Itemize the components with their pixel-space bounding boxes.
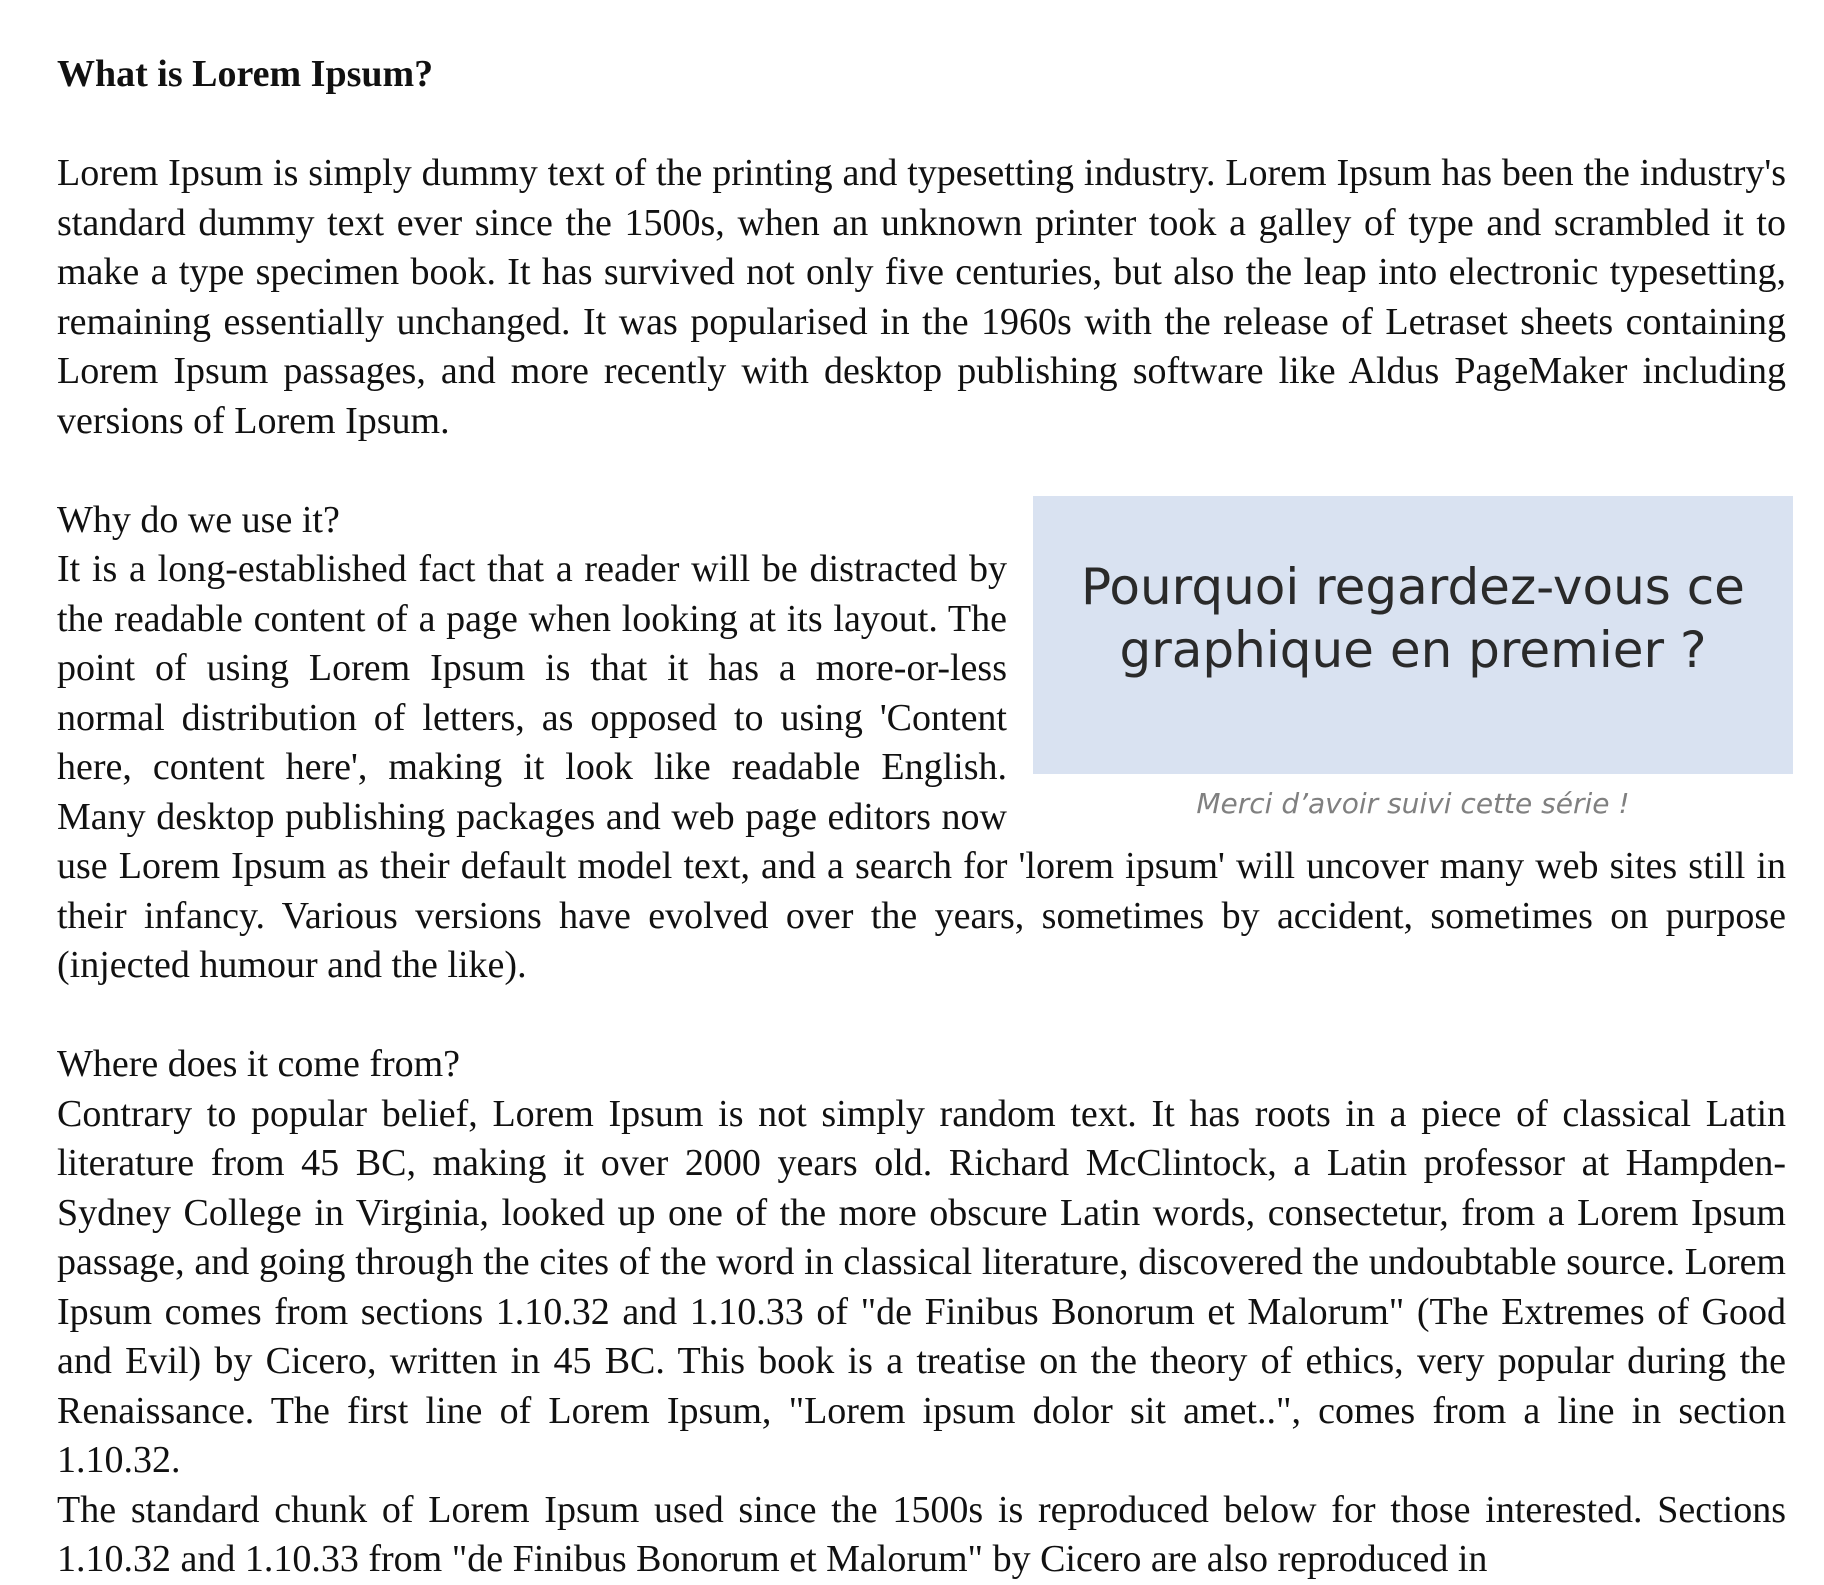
figure-callout [1033,496,1793,822]
where-heading: Where does it come from? [57,1043,461,1085]
why-heading: Why do we use it? [57,498,340,541]
where-paragraph: Contrary to popular belief, Lorem Ipsum is not simply random text. It has roots in a piece of classical Latin literature from 45 BC, making it over 2000 years old. Richard McClintock, a Latin professor at Hampden-Sydney College in Virginia, looked up one of the more obscure Latin words, consectetur, from a Lorem Ipsum passage, and going through the cites of the word in classical literature, discovered the undoubtable source. Lorem Ipsum comes from sections 1.10.32 and 1.10.33 of "de Finibus Bonorum et Malorum" (The Extremes of Good and Evil) by Cicero, written in 45 BC. This book is a treatise on the theory of ethics, very popular during the Renaissance. The first line of Lorem Ipsum, "Lorem ipsum dolor sit amet..", comes from a line in section 1.10.32. [57,1092,1786,1481]
figure-caption: Merci d’avoir suivi cette série ! [1196,786,1630,820]
figure-text: Pourquoi regardez-vous ce graphique en premier ? [1081,557,1745,679]
why-paragraph: It is a long-established fact that a reader will be distracted by the readable content of a page when looking at its layout. The point of using Lorem Ipsum is that it has a more-or-less normal distribution of letters, as opposed to using 'Content here, content here', making it look like readable English. Many desktop publishing packages and web page editors now use Lorem Ipsum as their default model text, and a search for 'lorem ipsum' will uncover many web sites still in their infancy. Various versions have evolved over the years, sometimes by accident, sometimes on purpose (injected humour and the like). [57,548,1786,986]
page-title: What is Lorem Ipsum? [57,53,434,95]
document-page [57,50,1786,1585]
paragraph-spacer [57,446,1786,496]
paragraph-spacer [57,991,1786,1041]
standard-chunk-paragraph: The standard chunk of Lorem Ipsum used since the 1500s is reproduced below for those interested. Sections 1.10.32 and 1.10.33 from "de Finibus Bonorum et Malorum" by Cicero are also reproduced in [57,1488,1786,1580]
intro-paragraph: Lorem Ipsum is simply dummy text of the printing and typesetting industry. Lorem Ipsum has been the industry's standard dummy text ever since the 1500s, when an unknown printer took a galley of type and scrambled it to make a type specimen book. It has survived not only five centuries, but also the leap into electronic typesetting, remaining essentially unchanged. It was popularised in the 1960s with the release of Letraset sheets containing Lorem Ipsum passages, and more recently with desktop publishing software like Aldus PageMaker including versions of Lorem Ipsum. [57,152,1786,442]
figure-box [1033,496,1793,774]
